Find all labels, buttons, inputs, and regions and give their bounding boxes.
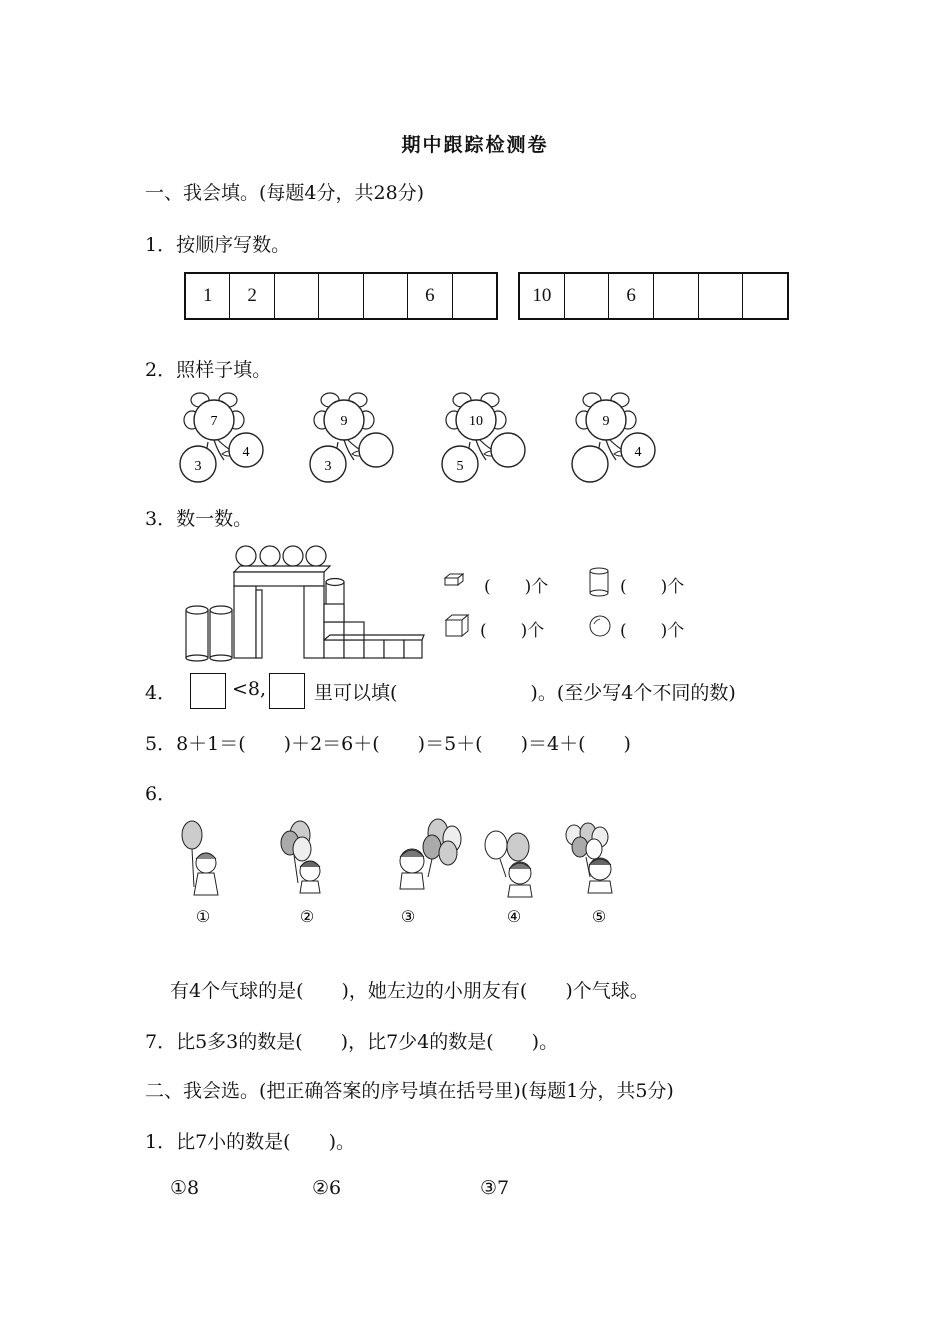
cube-icon — [444, 613, 470, 639]
seq-b-cell — [743, 274, 787, 318]
seq-a-cell: 6 — [408, 274, 452, 318]
kid-label-1: ① — [195, 909, 211, 925]
flower-left: 3 — [194, 459, 202, 474]
count-sphere: ( )个 — [620, 621, 685, 641]
seq-a-cell — [275, 274, 319, 318]
q3-label: 3．数一数。 — [145, 508, 253, 530]
q6-question: 有4个气球的是( )，她左边的小朋友有( )个气球。 — [170, 980, 649, 1002]
seq-a-cell: 1 — [186, 274, 230, 318]
q1-label: 1．按顺序写数。 — [145, 234, 291, 256]
q7-text: 7．比5多3的数是( )，比7少4的数是( )。 — [145, 1031, 559, 1053]
seq-a-cell: 2 — [230, 274, 274, 318]
q4-num: 4． — [145, 682, 177, 704]
block-structure-illustration — [180, 540, 425, 662]
flower-4 — [572, 393, 655, 482]
flower-left: 3 — [324, 459, 332, 474]
cuboid-icon — [444, 573, 464, 587]
page-title: 期中跟踪检测卷 — [401, 134, 549, 156]
kid-label-3: ③ — [400, 909, 416, 925]
kid-label-4: ④ — [506, 909, 522, 925]
section-1-heading: 一、我会填。(每题4分，共28分) — [145, 182, 425, 204]
cylinder-icon — [588, 567, 610, 597]
seq-b-cell: 10 — [520, 274, 565, 318]
flower-3 — [442, 393, 525, 482]
seq-a-cell — [453, 274, 496, 318]
flower-right: 4 — [242, 445, 250, 460]
flower-diagrams — [170, 390, 690, 485]
seq-a-cell — [364, 274, 408, 318]
q4-mid: <8, — [232, 678, 267, 700]
flower-2 — [310, 393, 393, 482]
option-1: ①8 — [170, 1177, 200, 1199]
option-2: ②6 — [312, 1177, 342, 1199]
kid-label-5: ⑤ — [591, 909, 607, 925]
kid-label-2: ② — [299, 909, 315, 925]
count-cuboid: ( )个 — [484, 577, 549, 597]
seq-b-cell: 6 — [609, 274, 654, 318]
answer-box — [269, 673, 305, 709]
answer-box — [190, 673, 226, 709]
s2-q1-label: 1．比7小的数是( )。 — [145, 1131, 356, 1153]
flower-top: 9 — [340, 414, 348, 429]
count-cylinder: ( )个 — [620, 577, 685, 597]
flower-top: 9 — [602, 414, 610, 429]
sequence-box-b — [518, 272, 789, 320]
q4-text: 里可以填( )。(至少写4个不同的数) — [314, 682, 736, 704]
section-2-heading: 二、我会选。(把正确答案的序号填在括号里)(每题1分，共5分) — [145, 1080, 674, 1102]
kids-with-balloons — [170, 815, 640, 925]
seq-a-cell — [319, 274, 363, 318]
sphere-icon — [588, 614, 612, 638]
seq-b-cell — [699, 274, 744, 318]
flower-right: 4 — [634, 445, 642, 460]
count-cube: ( )个 — [480, 621, 545, 641]
seq-b-cell — [565, 274, 610, 318]
flower-top: 10 — [469, 414, 483, 429]
option-3: ③7 — [480, 1177, 510, 1199]
flower-left: 5 — [456, 459, 464, 474]
flower-top: 7 — [210, 414, 218, 429]
flower-1 — [180, 393, 263, 482]
seq-b-cell — [654, 274, 699, 318]
sequence-box-a — [184, 272, 498, 320]
q6-label: 6． — [145, 783, 177, 805]
q5-text: 5．8＋1＝( )＋2＝6＋( )＝5＋( )＝4＋( ) — [145, 733, 631, 755]
q2-label: 2．照样子填。 — [145, 359, 272, 381]
